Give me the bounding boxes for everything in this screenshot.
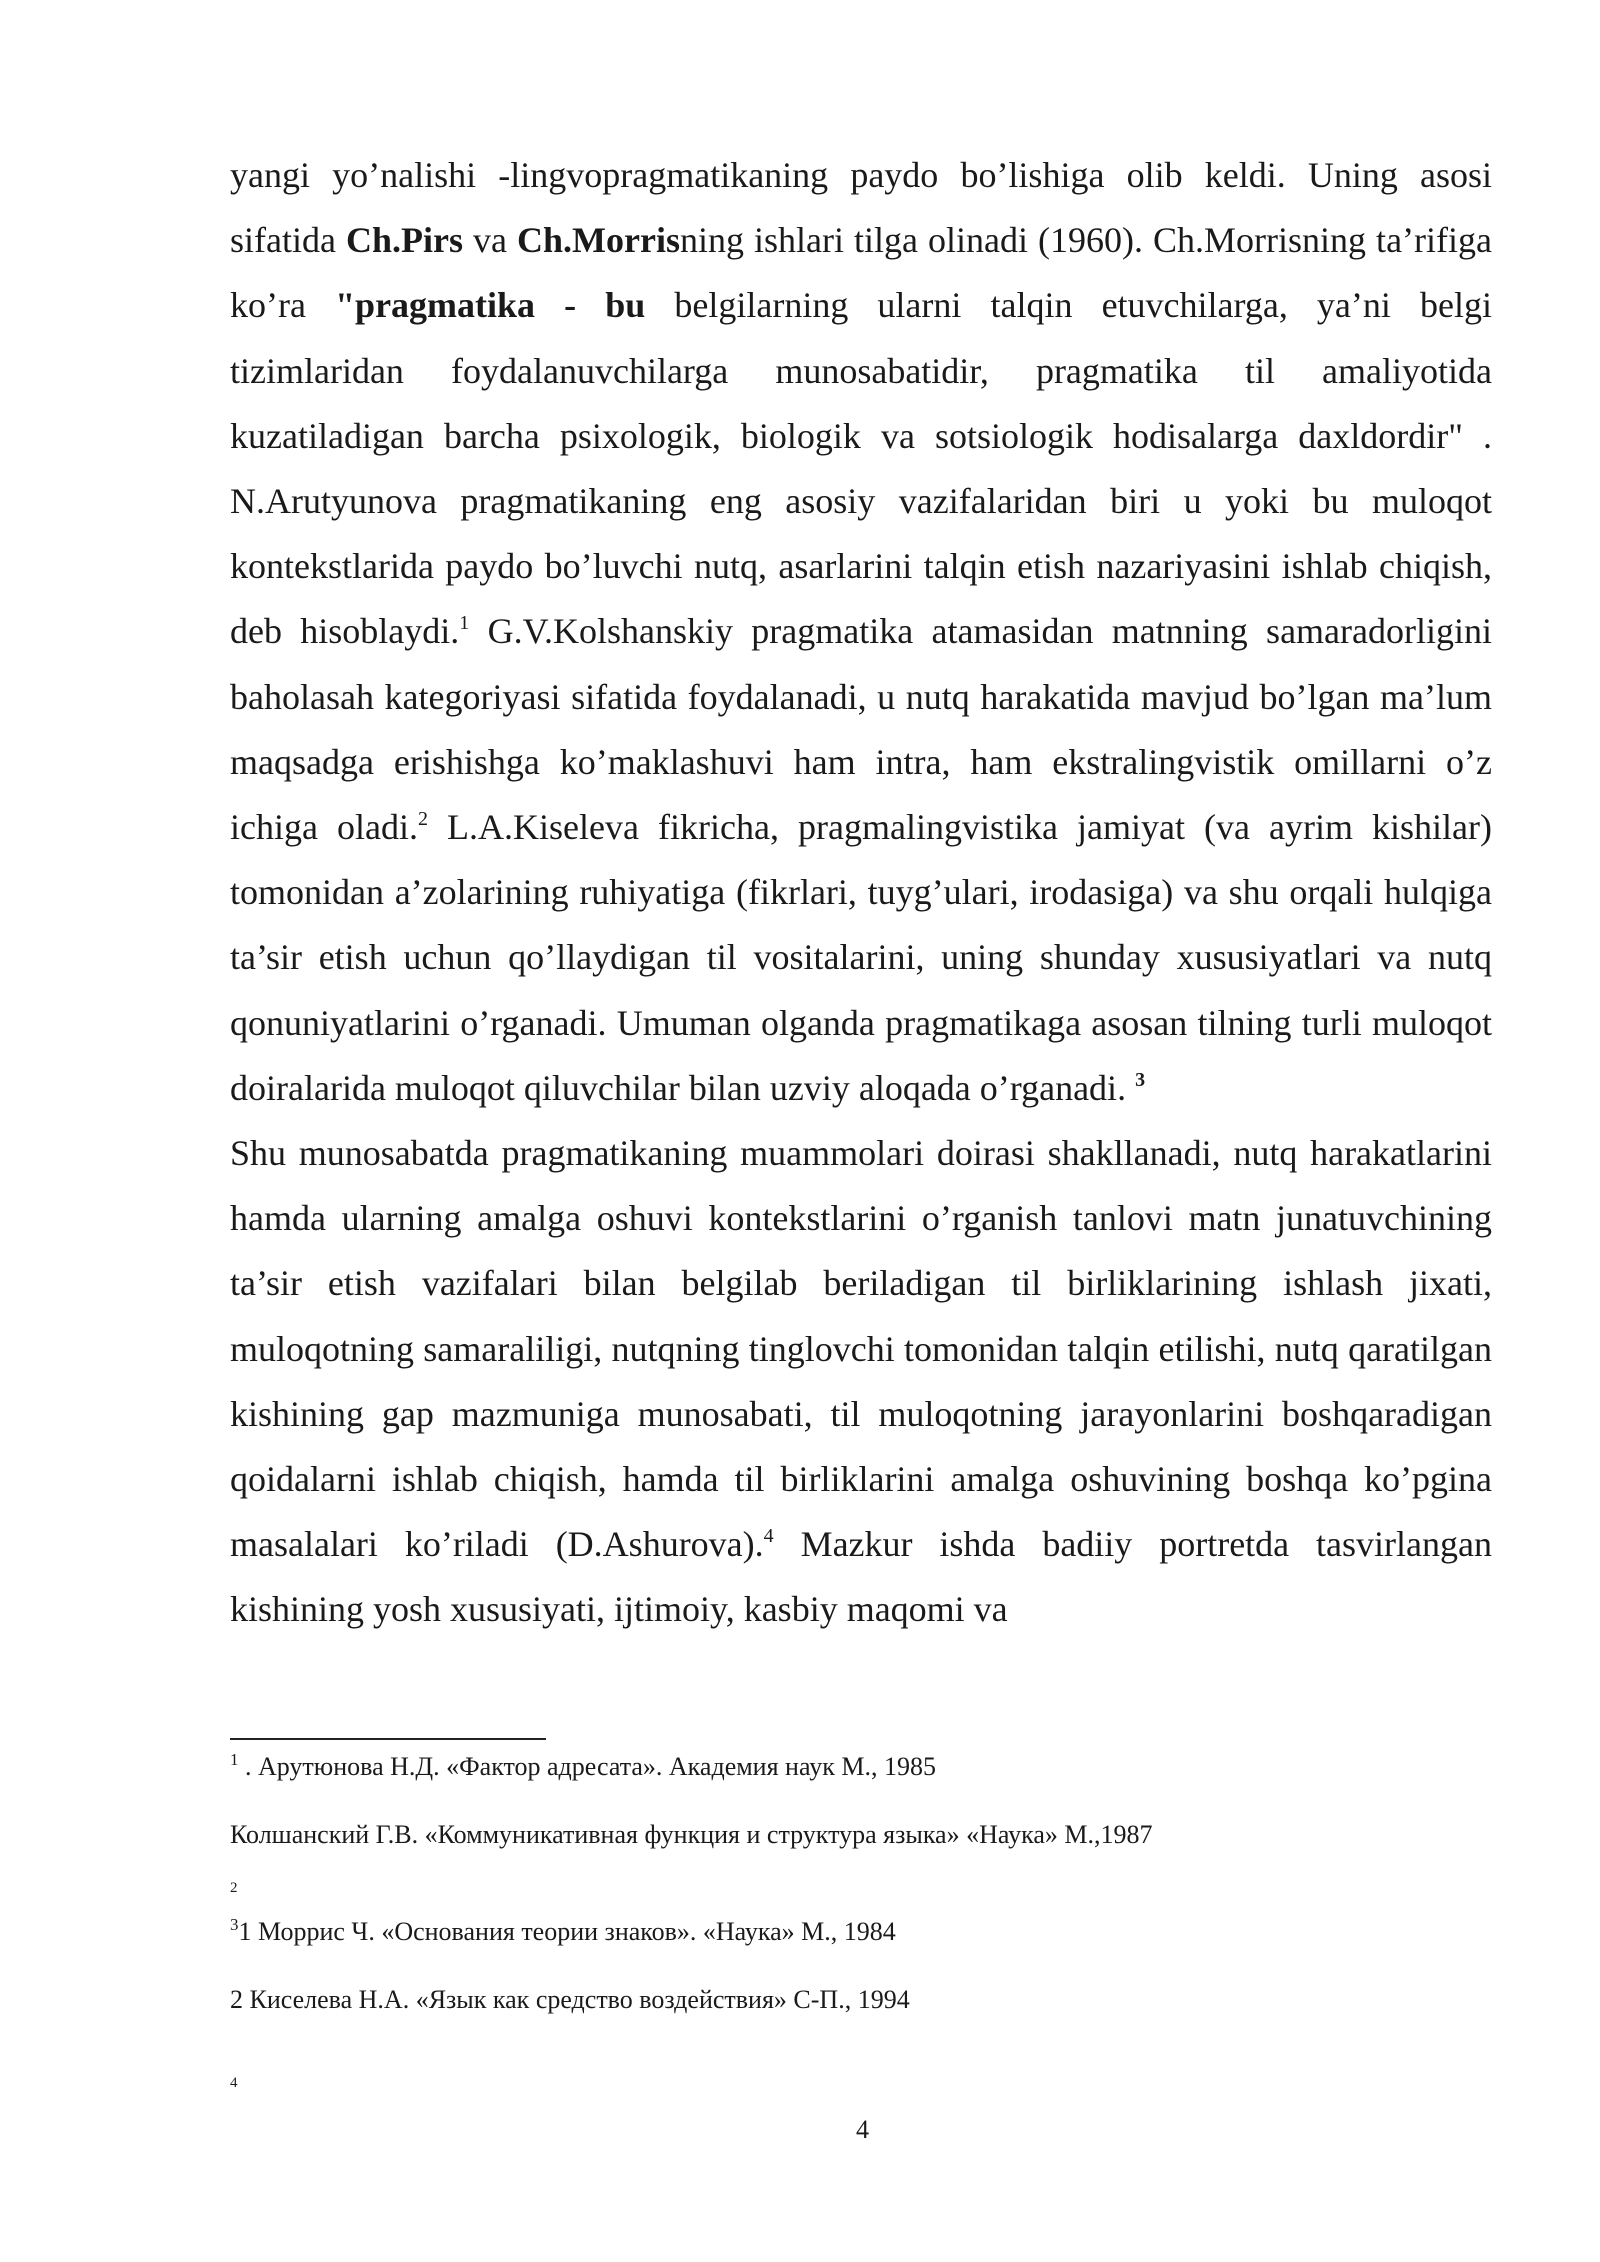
footnote-ref-1: 1 bbox=[459, 612, 470, 635]
footnote-marker: 1 bbox=[230, 1750, 239, 1769]
main-text bbox=[230, 143, 1492, 1643]
footnote-2-marker: 2 bbox=[230, 1880, 238, 1896]
text-run: yangi yo’nalishi -lingvopragmatikaning paydo bo’lishiga olib keldi. Uning asosi sifatida bbox=[230, 155, 1492, 261]
page-number: 4 bbox=[856, 2115, 869, 2144]
footnote-marker: 3 bbox=[230, 1915, 239, 1934]
footnote-text: 1 Моррис Ч. «Основания теории знаков». «Наука» М., 1984 bbox=[238, 1917, 896, 1946]
text-run: G.V.Kolshanskiy pragmatika atamasidan matnning samaradorligini baholasah kategoriyasi sifatida foydalanadi, u nutq harakatida mavjud bo’lgan ma’lum maqsadga erishishga ko’maklashuvi ham intra, ham ekstralingvistik omillarni o’z ichiga oladi. bbox=[230, 611, 1492, 848]
footnote-text: . Арутюнова Н.Д. «Фактор адресата». Академия наук М., 1985 bbox=[238, 1752, 936, 1781]
text-run: Mazkur ishda badiiy portretda tasvirlangan kishining yosh xususiyati, ijtimoiy, kasbiy maqomi va bbox=[230, 1524, 1492, 1630]
author-name-morris: Ch.Morris bbox=[517, 220, 680, 261]
footnote-2-text: Колшанский Г.В. «Коммуникативная функция и структура языка» «Наука» М.,1987 bbox=[230, 1820, 1153, 1849]
paragraph-1 bbox=[230, 143, 1492, 1121]
footnote-ref-4: 4 bbox=[763, 1525, 774, 1548]
footnote-4-marker: 4 bbox=[230, 2075, 238, 2091]
footnote-ref-3: 3 bbox=[1135, 1068, 1146, 1091]
footnote-separator bbox=[230, 1738, 546, 1740]
text-run: L.A.Kiseleva fikricha, pragmalingvistika jamiyat (va ayrim kishilar) tomonidan a’zolarining ruhiyatiga (fikrlari, tuyg’ulari, irodasiga) va shu orqali hulqiga ta’sir etish uchun qo’llaydigan til vositalarini, uning shunday xususiyatlari va nutq qonuniyatlarini o’rganadi. Umuman olganda pragmatikaga asosan tilning turli muloqot doiralarida muloqot qiluvchilar bilan uzviy aloqada o’rganadi. bbox=[230, 807, 1492, 1108]
footnote-3 bbox=[230, 1917, 896, 1947]
text-run: ning ishlari tilga olinadi (1960). Ch.Morrisning ta’rifiga ko’ra bbox=[230, 220, 1492, 326]
paragraph-2 bbox=[230, 1121, 1492, 1643]
footnote-ref-2: 2 bbox=[418, 808, 428, 831]
text-run: Shu munosabatda pragmatikaning muammolari doirasi shakllanadi, nutq harakatlarini hamda ularning amalga oshuvi kontekstlarini o’rganish tanlovi matn junatuvchining ta’sir etish vazifalari bilan belgilab beriladigan til birliklarining ishlash jixati, muloqotning samaraliligi, nutqning tinglovchi tomonidan talqin etilishi, nutq qaratilgan kishining gap mazmuniga munosabati, til muloqotning jarayonlarini boshqaradigan qoidalarni ishlab chiqish, hamda til birliklarini amalga oshuvining boshqa ko’pgina masalalari ko’riladi (D.Ashurova). bbox=[230, 1133, 1492, 1565]
footnote-4-text: 2 Киселева Н.А. «Язык как средство воздействия» С-П., 1994 bbox=[230, 1985, 910, 2014]
text-run: belgilarning ularni talqin etuvchilarga, ya’ni belgi tizimlaridan foydalanuvchilarga munosabatidir, pragmatika til amaliyotida kuzatiladigan barcha psixologik, biologik va sotsiologik hodisalarga daxldordir" . N.Arutyunova pragmatikaning eng asosiy vazifalaridan biri u yoki bu muloqot kontekstlarida paydo bo’luvchi nutq, asarlarini talqin etish nazariyasini ishlab chiqish, deb hisoblaydi. bbox=[230, 285, 1492, 652]
defined-term: "pragmatika - bu bbox=[335, 285, 646, 326]
author-name-pirs: Ch.Pirs bbox=[345, 220, 463, 261]
text-run: va bbox=[462, 220, 518, 261]
footnote-1 bbox=[230, 1752, 936, 1782]
